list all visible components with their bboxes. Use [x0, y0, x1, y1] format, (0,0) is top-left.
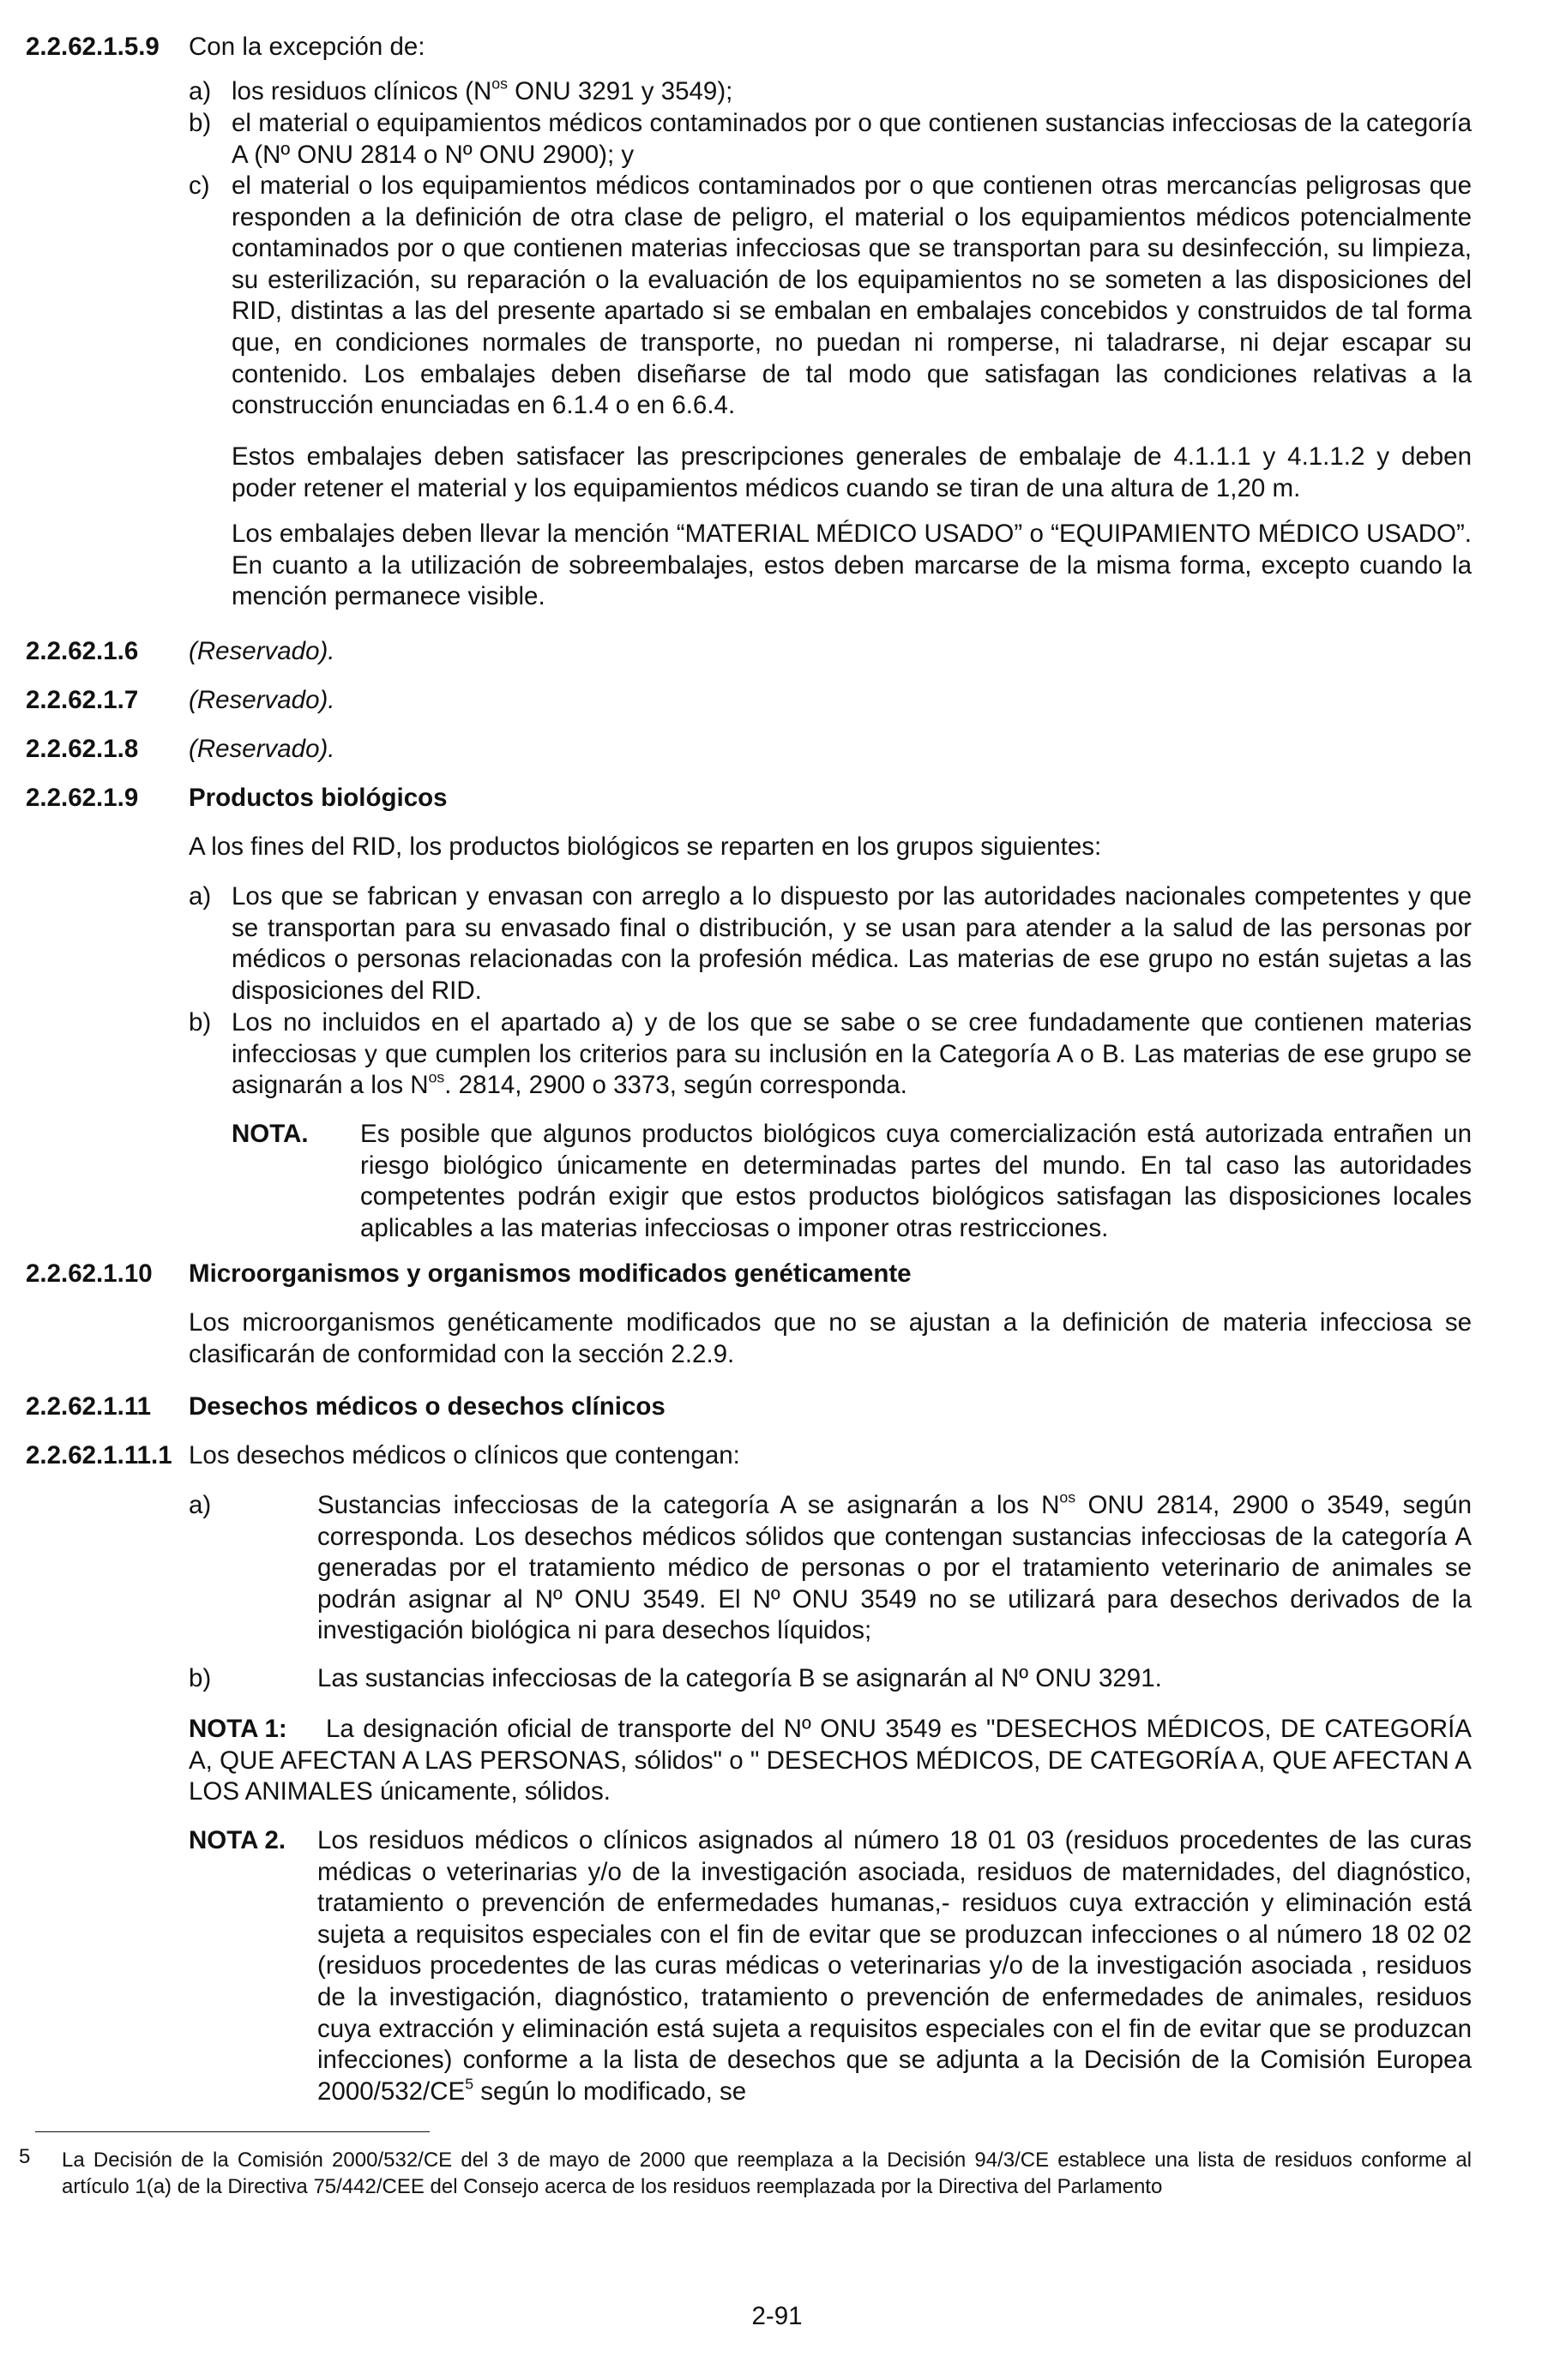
item-label: b) — [189, 1664, 212, 1692]
item-label: a) — [189, 882, 212, 911]
footnote-text: La Decisión de la Comisión 2000/532/CE del 3 de mayo de 2000 que reemplaza a la Decisión 94/3/CE establece una lista de residuos conforme al artículo 1(a) de la Directiva 75/442/CEE del Consejo acerca de los residuos reemplazada por la Directiva del Parlamento — [62, 2149, 1472, 2198]
section-number: 2.2.62.1.10 — [26, 1259, 153, 1288]
item-label: b) — [189, 1008, 212, 1037]
item-text: los residuos clínicos ($N^{os}$ ONU 3291 y 3549); — [232, 75, 733, 105]
note-label: NOTA 1: — [189, 1715, 287, 1743]
item-label: b) — [189, 109, 212, 137]
footnote-separator — [35, 2131, 430, 2132]
note-text: Los residuos médicos o clínicos asignados al número 18 01 03 (residuos procedentes de las curas médicas o veterinarias y/o de la investigación asociada, residuos de maternidades, del diagnóstico, tratamiento o prevención de enfermedades humanas,- residuos cuya extracción y eliminación está sujeta a requisitos especiales con el fin de evitar que se produzcan infecciones o al número 18 02 02 (residuos procedentes de las curas médicas o veterinarias y/o de la investigación asociada , residuos de la investigación, diagnóstico, tratamiento o prevención de enfermedades de animales, residuos cuya extracción y eliminación está sujeta a requisitos especiales con el fin de evitar que se produzcan infecciones) conforme a la lista de desechos que se adjunta a la Decisión de la Comisión Europea $2000/532/CE^5$ según lo modificado, se — [317, 1826, 1472, 2106]
section-text: (Reservado). — [189, 637, 335, 665]
section-text: (Reservado). — [189, 686, 335, 714]
paragraph: Los microorganismos genéticamente modificados que no se ajustan a la definición de materia infecciosa se clasificarán de conformidad con la sección 2.2.9. — [189, 1308, 1472, 1368]
section-number: 2.2.62.1.6 — [26, 637, 139, 665]
section-intro: Los desechos médicos o clínicos que contengan: — [189, 1441, 740, 1469]
item-text: el material o los equipamientos médicos contaminados por o que contienen otras mercancías peligrosas que responden a la definición de otra clase de peligro, el material o los equipamientos médicos potencialmente contaminados por o que contienen materias infecciosas que se transportan para su desinfección, su limpieza, su esterilización, su reparación o la evaluación de los equipamientos no se someten a las disposiciones del RID, distintas a las del presente apartado si se embalan en embalajes concebidos y construidos de tal forma que, en condiciones normales de transporte, no puedan ni romperse, ni taladrarse, ni dejar escapar su contenido. Los embalajes deben diseñarse de tal modo que satisfagan las condiciones relativas a la construcción enunciadas en 6.1.4 o en 6.6.4. — [232, 171, 1472, 420]
footnote-mark: 5 — [19, 2145, 31, 2168]
section-number: 2.2.62.1.7 — [26, 686, 139, 714]
item-label: a) — [189, 77, 212, 105]
note-label: NOTA. — [232, 1120, 309, 1148]
item-text: Los no incluidos en el apartado a) y de los que se sabe o se cree fundadamente que contienen materias infecciosas y que cumplen los criterios para su inclusión en la Categoría A o B. Las materias de ese grupo se asignarán a los $N^{os}$. 2814, 2900 o 3373, según corresponda. — [232, 1008, 1472, 1100]
item-label: a) — [189, 1491, 212, 1519]
item-text: Los que se fabrican y envasan con arreglo a lo dispuesto por las autoridades nacionales competentes y que se transportan para su envasado final o distribución, y se usan para atender a la salud de las personas por médicos o personas relacionadas con la profesión médica. Las materias de ese grupo no están sujetas a las disposiciones del RID. — [232, 882, 1472, 1005]
item-text: el material o equipamientos médicos contaminados por o que contienen sustancias infecciosas de la categoría A (Nº ONU 2814 o Nº ONU 2900); y — [232, 109, 1472, 169]
page-number: 2-91 — [751, 2302, 803, 2330]
section-number: 2.2.62.1.8 — [26, 735, 139, 763]
note-text: La designación oficial de transporte del Nº ONU 3549 es "DESECHOS MÉDICOS, DE CATEGORÍA A, QUE AFECTAN A LAS PERSONAS, sólidos" o " DESECHOS MÉDICOS, DE CATEGORÍA A, QUE AFECTAN A LOS ANIMALES únicamente, sólidos. — [189, 1715, 1472, 1806]
paragraph: Los embalajes deben llevar la mención “MATERIAL MÉDICO USADO” o “EQUIPAMIENTO MÉDICO USADO”. En cuanto a la utilización de sobreembalajes, estos deben marcarse de la misma forma, excepto cuando la mención permanece visible. — [232, 520, 1472, 611]
note-label: NOTA 2. — [189, 1826, 286, 1854]
section-intro: Con la excepción de: — [189, 33, 425, 61]
section-number: 2.2.62.1.5.9 — [26, 33, 160, 61]
section-number: 2.2.62.1.9 — [26, 784, 139, 812]
paragraph: A los fines del RID, los productos biológicos se reparten en los grupos siguientes: — [189, 832, 1102, 861]
paragraph: Estos embalajes deben satisfacer las prescripciones generales de embalaje de 4.1.1.1 y 4.1.1.2 y deben poder retener el material y los equipamientos médicos cuando se tiran de una altura de 1,20 m. — [232, 442, 1472, 502]
section-number: 2.2.62.1.11 — [26, 1392, 152, 1421]
item-label: c) — [189, 171, 210, 200]
section-number: 2.2.62.1.11.1 — [26, 1441, 172, 1469]
section-title: Productos biológicos — [189, 784, 448, 812]
section-title: Desechos médicos o desechos clínicos — [189, 1392, 666, 1421]
item-text: Sustancias infecciosas de la categoría A se asignarán a los $N^{os}$ ONU 2814, 2900 o 3549, según corresponda. Los desechos médicos sólidos que contengan sustancias infecciosas de la categoría A generadas por el tratamiento médico de personas o por el tratamiento veterinario de animales se podrán asignar al Nº ONU 3549. El Nº ONU 3549 no se utilizará para desechos derivados de la investigación biológica ni para desechos líquidos; — [317, 1488, 1472, 1645]
item-text: Las sustancias infecciosas de la categoría B se asignarán al Nº ONU 3291. — [317, 1664, 1162, 1692]
note-text: Es posible que algunos productos biológicos cuya comercialización está autorizada entrañen un riesgo biológico únicamente en determinadas partes del mundo. En tal caso las autoridades competentes podrán exigir que estos productos biológicos satisfagan las disposiciones locales aplicables a las materias infecciosas o imponer otras restricciones. — [360, 1120, 1472, 1242]
section-title: Microorganismos y organismos modificados genéticamente — [189, 1259, 912, 1288]
section-text: (Reservado). — [189, 735, 335, 763]
